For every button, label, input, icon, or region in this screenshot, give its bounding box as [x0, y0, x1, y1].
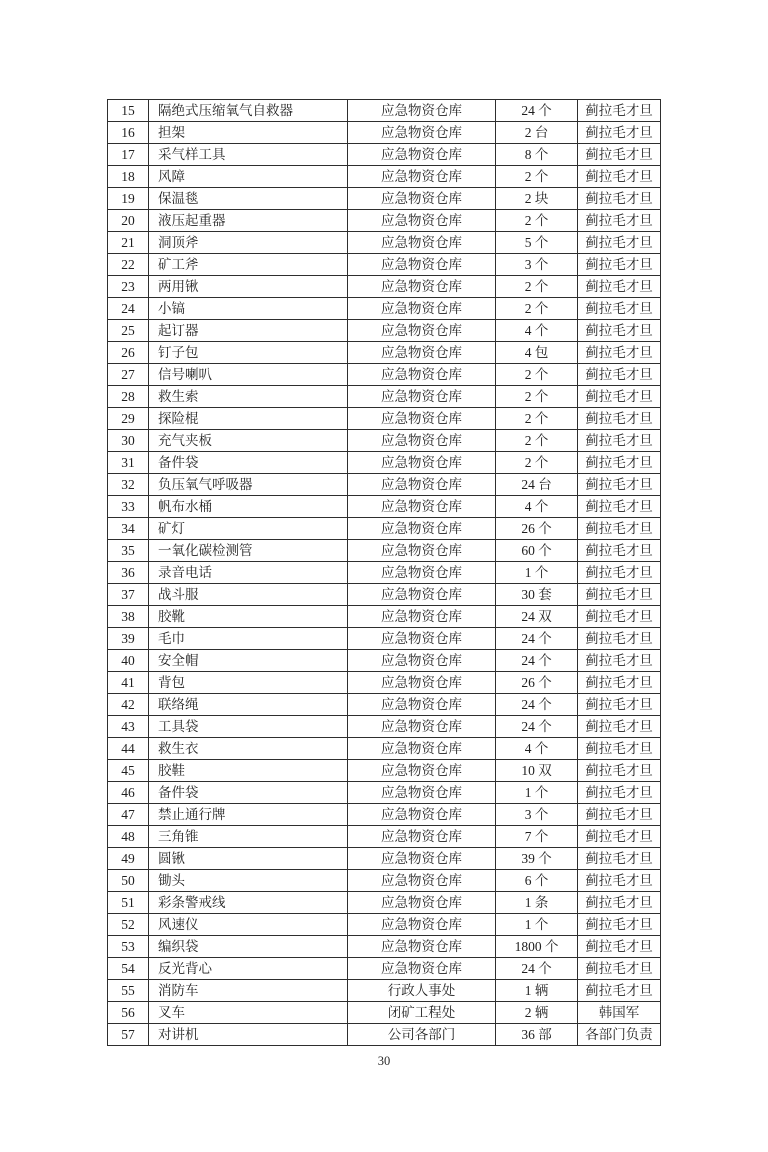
cell-quantity: 26 个 — [496, 672, 578, 694]
cell-location: 应急物资仓库 — [348, 232, 496, 254]
table-row — [108, 914, 661, 936]
table-row — [108, 430, 661, 452]
cell-item-name: 录音电话 — [149, 562, 348, 584]
cell-quantity: 24 个 — [496, 628, 578, 650]
cell-location: 应急物资仓库 — [348, 474, 496, 496]
cell-quantity: 2 个 — [496, 386, 578, 408]
cell-responsible: 蓟拉毛才旦 — [578, 276, 661, 298]
cell-responsible: 蓟拉毛才旦 — [578, 342, 661, 364]
cell-serial: 15 — [108, 100, 149, 122]
table-row — [108, 650, 661, 672]
cell-responsible: 蓟拉毛才旦 — [578, 826, 661, 848]
cell-item-name: 钉子包 — [149, 342, 348, 364]
cell-item-name: 三角锥 — [149, 826, 348, 848]
cell-quantity: 30 套 — [496, 584, 578, 606]
table-row — [108, 540, 661, 562]
cell-quantity: 2 个 — [496, 452, 578, 474]
cell-serial: 41 — [108, 672, 149, 694]
cell-responsible: 蓟拉毛才旦 — [578, 540, 661, 562]
table-row — [108, 122, 661, 144]
cell-serial: 23 — [108, 276, 149, 298]
cell-quantity: 24 台 — [496, 474, 578, 496]
cell-quantity: 2 个 — [496, 408, 578, 430]
cell-responsible: 蓟拉毛才旦 — [578, 232, 661, 254]
table-row — [108, 1002, 661, 1024]
table-row — [108, 672, 661, 694]
cell-quantity: 4 包 — [496, 342, 578, 364]
cell-quantity: 8 个 — [496, 144, 578, 166]
cell-serial: 22 — [108, 254, 149, 276]
cell-responsible: 蓟拉毛才旦 — [578, 562, 661, 584]
cell-location: 应急物资仓库 — [348, 826, 496, 848]
cell-responsible: 蓟拉毛才旦 — [578, 760, 661, 782]
cell-serial: 34 — [108, 518, 149, 540]
cell-location: 应急物资仓库 — [348, 562, 496, 584]
cell-quantity: 2 块 — [496, 188, 578, 210]
cell-responsible: 蓟拉毛才旦 — [578, 628, 661, 650]
table-row — [108, 870, 661, 892]
cell-serial: 21 — [108, 232, 149, 254]
cell-quantity: 24 个 — [496, 650, 578, 672]
cell-location: 应急物资仓库 — [348, 386, 496, 408]
page-number: 30 — [377, 1054, 391, 1068]
cell-location: 公司各部门 — [348, 1024, 496, 1046]
table-row — [108, 804, 661, 826]
table-row — [108, 606, 661, 628]
cell-responsible: 蓟拉毛才旦 — [578, 188, 661, 210]
cell-item-name: 帆布水桶 — [149, 496, 348, 518]
cell-responsible: 蓟拉毛才旦 — [578, 848, 661, 870]
cell-location: 应急物资仓库 — [348, 672, 496, 694]
cell-location: 应急物资仓库 — [348, 804, 496, 826]
table-row — [108, 980, 661, 1002]
cell-location: 应急物资仓库 — [348, 694, 496, 716]
cell-serial: 51 — [108, 892, 149, 914]
cell-responsible: 蓟拉毛才旦 — [578, 298, 661, 320]
cell-item-name: 毛巾 — [149, 628, 348, 650]
table-row — [108, 496, 661, 518]
cell-location: 应急物资仓库 — [348, 364, 496, 386]
cell-item-name: 矿灯 — [149, 518, 348, 540]
cell-serial: 40 — [108, 650, 149, 672]
cell-location: 应急物资仓库 — [348, 628, 496, 650]
cell-serial: 45 — [108, 760, 149, 782]
cell-serial: 24 — [108, 298, 149, 320]
table-row — [108, 298, 661, 320]
cell-quantity: 3 个 — [496, 254, 578, 276]
table-row — [108, 716, 661, 738]
cell-item-name: 战斗服 — [149, 584, 348, 606]
cell-responsible: 蓟拉毛才旦 — [578, 782, 661, 804]
table-row — [108, 848, 661, 870]
cell-item-name: 胶鞋 — [149, 760, 348, 782]
cell-responsible: 蓟拉毛才旦 — [578, 914, 661, 936]
cell-location: 应急物资仓库 — [348, 298, 496, 320]
inventory-table-body — [108, 100, 661, 1046]
table-row — [108, 342, 661, 364]
cell-quantity: 1 条 — [496, 892, 578, 914]
cell-quantity: 2 辆 — [496, 1002, 578, 1024]
cell-responsible: 蓟拉毛才旦 — [578, 738, 661, 760]
cell-location: 应急物资仓库 — [348, 430, 496, 452]
cell-item-name: 救生衣 — [149, 738, 348, 760]
cell-responsible: 蓟拉毛才旦 — [578, 210, 661, 232]
table-row — [108, 782, 661, 804]
cell-serial: 57 — [108, 1024, 149, 1046]
cell-responsible: 蓟拉毛才旦 — [578, 518, 661, 540]
cell-responsible: 蓟拉毛才旦 — [578, 100, 661, 122]
cell-responsible: 蓟拉毛才旦 — [578, 584, 661, 606]
cell-serial: 32 — [108, 474, 149, 496]
cell-location: 应急物资仓库 — [348, 782, 496, 804]
cell-serial: 55 — [108, 980, 149, 1002]
cell-serial: 42 — [108, 694, 149, 716]
cell-item-name: 探险棍 — [149, 408, 348, 430]
cell-item-name: 小镐 — [149, 298, 348, 320]
cell-responsible: 蓟拉毛才旦 — [578, 936, 661, 958]
cell-item-name: 叉车 — [149, 1002, 348, 1024]
table-row — [108, 826, 661, 848]
cell-item-name: 采气样工具 — [149, 144, 348, 166]
cell-quantity: 60 个 — [496, 540, 578, 562]
cell-serial: 53 — [108, 936, 149, 958]
cell-responsible: 蓟拉毛才旦 — [578, 672, 661, 694]
cell-serial: 17 — [108, 144, 149, 166]
table-row — [108, 408, 661, 430]
cell-quantity: 26 个 — [496, 518, 578, 540]
cell-quantity: 3 个 — [496, 804, 578, 826]
cell-location: 应急物资仓库 — [348, 100, 496, 122]
cell-quantity: 5 个 — [496, 232, 578, 254]
cell-item-name: 联络绳 — [149, 694, 348, 716]
cell-location: 应急物资仓库 — [348, 496, 496, 518]
cell-location: 应急物资仓库 — [348, 144, 496, 166]
cell-quantity: 4 个 — [496, 320, 578, 342]
cell-responsible: 蓟拉毛才旦 — [578, 254, 661, 276]
cell-quantity: 36 部 — [496, 1024, 578, 1046]
cell-quantity: 1800 个 — [496, 936, 578, 958]
cell-responsible: 蓟拉毛才旦 — [578, 496, 661, 518]
cell-quantity: 24 个 — [496, 958, 578, 980]
cell-item-name: 矿工斧 — [149, 254, 348, 276]
cell-responsible: 蓟拉毛才旦 — [578, 408, 661, 430]
cell-location: 应急物资仓库 — [348, 210, 496, 232]
cell-responsible: 蓟拉毛才旦 — [578, 430, 661, 452]
cell-item-name: 风速仪 — [149, 914, 348, 936]
table-row — [108, 628, 661, 650]
cell-serial: 18 — [108, 166, 149, 188]
cell-quantity: 2 个 — [496, 298, 578, 320]
cell-responsible: 韩国军 — [578, 1002, 661, 1024]
cell-serial: 31 — [108, 452, 149, 474]
cell-serial: 37 — [108, 584, 149, 606]
cell-item-name: 编织袋 — [149, 936, 348, 958]
table-row — [108, 232, 661, 254]
cell-serial: 35 — [108, 540, 149, 562]
table-row — [108, 958, 661, 980]
cell-quantity: 24 双 — [496, 606, 578, 628]
cell-item-name: 担架 — [149, 122, 348, 144]
table-row — [108, 1024, 661, 1046]
cell-serial: 54 — [108, 958, 149, 980]
cell-location: 应急物资仓库 — [348, 914, 496, 936]
cell-location: 应急物资仓库 — [348, 936, 496, 958]
table-row — [108, 210, 661, 232]
cell-location: 应急物资仓库 — [348, 958, 496, 980]
table-row — [108, 166, 661, 188]
cell-location: 应急物资仓库 — [348, 122, 496, 144]
cell-responsible: 蓟拉毛才旦 — [578, 386, 661, 408]
table-row — [108, 584, 661, 606]
cell-location: 应急物资仓库 — [348, 650, 496, 672]
table-row — [108, 144, 661, 166]
cell-item-name: 禁止通行牌 — [149, 804, 348, 826]
cell-serial: 25 — [108, 320, 149, 342]
cell-item-name: 一氧化碳检测管 — [149, 540, 348, 562]
table-row — [108, 276, 661, 298]
cell-location: 应急物资仓库 — [348, 760, 496, 782]
cell-item-name: 隔绝式压缩氧气自救器 — [149, 100, 348, 122]
cell-quantity: 1 个 — [496, 782, 578, 804]
cell-serial: 19 — [108, 188, 149, 210]
cell-location: 应急物资仓库 — [348, 408, 496, 430]
cell-item-name: 工具袋 — [149, 716, 348, 738]
cell-quantity: 39 个 — [496, 848, 578, 870]
cell-location: 应急物资仓库 — [348, 188, 496, 210]
cell-serial: 56 — [108, 1002, 149, 1024]
table-row — [108, 892, 661, 914]
cell-item-name: 两用锹 — [149, 276, 348, 298]
cell-quantity: 2 个 — [496, 210, 578, 232]
cell-item-name: 起订器 — [149, 320, 348, 342]
cell-responsible: 蓟拉毛才旦 — [578, 452, 661, 474]
cell-quantity: 1 辆 — [496, 980, 578, 1002]
cell-location: 应急物资仓库 — [348, 276, 496, 298]
cell-responsible: 蓟拉毛才旦 — [578, 716, 661, 738]
cell-serial: 38 — [108, 606, 149, 628]
cell-responsible: 蓟拉毛才旦 — [578, 144, 661, 166]
cell-item-name: 胶靴 — [149, 606, 348, 628]
cell-quantity: 24 个 — [496, 716, 578, 738]
cell-location: 应急物资仓库 — [348, 716, 496, 738]
cell-item-name: 反光背心 — [149, 958, 348, 980]
cell-quantity: 2 台 — [496, 122, 578, 144]
cell-item-name: 背包 — [149, 672, 348, 694]
table-row — [108, 100, 661, 122]
cell-responsible: 蓟拉毛才旦 — [578, 320, 661, 342]
cell-location: 应急物资仓库 — [348, 848, 496, 870]
cell-location: 应急物资仓库 — [348, 254, 496, 276]
cell-serial: 27 — [108, 364, 149, 386]
table-row — [108, 474, 661, 496]
cell-item-name: 消防车 — [149, 980, 348, 1002]
cell-responsible: 蓟拉毛才旦 — [578, 166, 661, 188]
cell-location: 应急物资仓库 — [348, 738, 496, 760]
cell-location: 应急物资仓库 — [348, 342, 496, 364]
table-row — [108, 188, 661, 210]
table-row — [108, 738, 661, 760]
cell-serial: 52 — [108, 914, 149, 936]
cell-serial: 47 — [108, 804, 149, 826]
cell-serial: 44 — [108, 738, 149, 760]
cell-serial: 50 — [108, 870, 149, 892]
table-row — [108, 694, 661, 716]
cell-item-name: 充气夹板 — [149, 430, 348, 452]
cell-quantity: 1 个 — [496, 914, 578, 936]
cell-responsible: 蓟拉毛才旦 — [578, 804, 661, 826]
cell-location: 应急物资仓库 — [348, 166, 496, 188]
table-row — [108, 562, 661, 584]
cell-item-name: 彩条警戒线 — [149, 892, 348, 914]
cell-serial: 49 — [108, 848, 149, 870]
cell-quantity: 1 个 — [496, 562, 578, 584]
table-row — [108, 936, 661, 958]
cell-location: 应急物资仓库 — [348, 518, 496, 540]
cell-quantity: 10 双 — [496, 760, 578, 782]
cell-responsible: 蓟拉毛才旦 — [578, 694, 661, 716]
cell-item-name: 液压起重器 — [149, 210, 348, 232]
cell-serial: 26 — [108, 342, 149, 364]
cell-serial: 33 — [108, 496, 149, 518]
cell-location: 闭矿工程处 — [348, 1002, 496, 1024]
cell-item-name: 救生索 — [149, 386, 348, 408]
cell-quantity: 4 个 — [496, 496, 578, 518]
table-row — [108, 320, 661, 342]
cell-item-name: 圆锹 — [149, 848, 348, 870]
cell-location: 应急物资仓库 — [348, 606, 496, 628]
cell-responsible: 蓟拉毛才旦 — [578, 958, 661, 980]
cell-location: 应急物资仓库 — [348, 870, 496, 892]
cell-location: 应急物资仓库 — [348, 320, 496, 342]
cell-location: 应急物资仓库 — [348, 540, 496, 562]
cell-location: 应急物资仓库 — [348, 584, 496, 606]
cell-item-name: 安全帽 — [149, 650, 348, 672]
cell-responsible: 各部门负责 — [578, 1024, 661, 1046]
cell-serial: 20 — [108, 210, 149, 232]
cell-responsible: 蓟拉毛才旦 — [578, 122, 661, 144]
cell-item-name: 备件袋 — [149, 452, 348, 474]
cell-responsible: 蓟拉毛才旦 — [578, 980, 661, 1002]
inventory-table — [107, 99, 661, 1046]
cell-serial: 30 — [108, 430, 149, 452]
cell-serial: 46 — [108, 782, 149, 804]
cell-location: 行政人事处 — [348, 980, 496, 1002]
cell-item-name: 锄头 — [149, 870, 348, 892]
cell-item-name: 风障 — [149, 166, 348, 188]
cell-item-name: 信号喇叭 — [149, 364, 348, 386]
cell-quantity: 2 个 — [496, 430, 578, 452]
cell-serial: 43 — [108, 716, 149, 738]
cell-quantity: 2 个 — [496, 166, 578, 188]
cell-quantity: 7 个 — [496, 826, 578, 848]
cell-location: 应急物资仓库 — [348, 892, 496, 914]
cell-responsible: 蓟拉毛才旦 — [578, 892, 661, 914]
cell-responsible: 蓟拉毛才旦 — [578, 474, 661, 496]
cell-location: 应急物资仓库 — [348, 452, 496, 474]
cell-serial: 39 — [108, 628, 149, 650]
cell-quantity: 4 个 — [496, 738, 578, 760]
table-row — [108, 518, 661, 540]
cell-responsible: 蓟拉毛才旦 — [578, 650, 661, 672]
cell-quantity: 24 个 — [496, 100, 578, 122]
table-row — [108, 254, 661, 276]
cell-quantity: 24 个 — [496, 694, 578, 716]
cell-serial: 36 — [108, 562, 149, 584]
cell-serial: 29 — [108, 408, 149, 430]
cell-serial: 28 — [108, 386, 149, 408]
table-row — [108, 364, 661, 386]
cell-serial: 48 — [108, 826, 149, 848]
cell-item-name: 保温毯 — [149, 188, 348, 210]
table-row — [108, 452, 661, 474]
cell-quantity: 2 个 — [496, 276, 578, 298]
cell-responsible: 蓟拉毛才旦 — [578, 606, 661, 628]
cell-quantity: 6 个 — [496, 870, 578, 892]
cell-item-name: 负压氧气呼吸器 — [149, 474, 348, 496]
table-row — [108, 386, 661, 408]
cell-item-name: 对讲机 — [149, 1024, 348, 1046]
table-row — [108, 760, 661, 782]
cell-responsible: 蓟拉毛才旦 — [578, 870, 661, 892]
cell-item-name: 洞顶斧 — [149, 232, 348, 254]
cell-serial: 16 — [108, 122, 149, 144]
cell-quantity: 2 个 — [496, 364, 578, 386]
cell-responsible: 蓟拉毛才旦 — [578, 364, 661, 386]
cell-item-name: 备件袋 — [149, 782, 348, 804]
